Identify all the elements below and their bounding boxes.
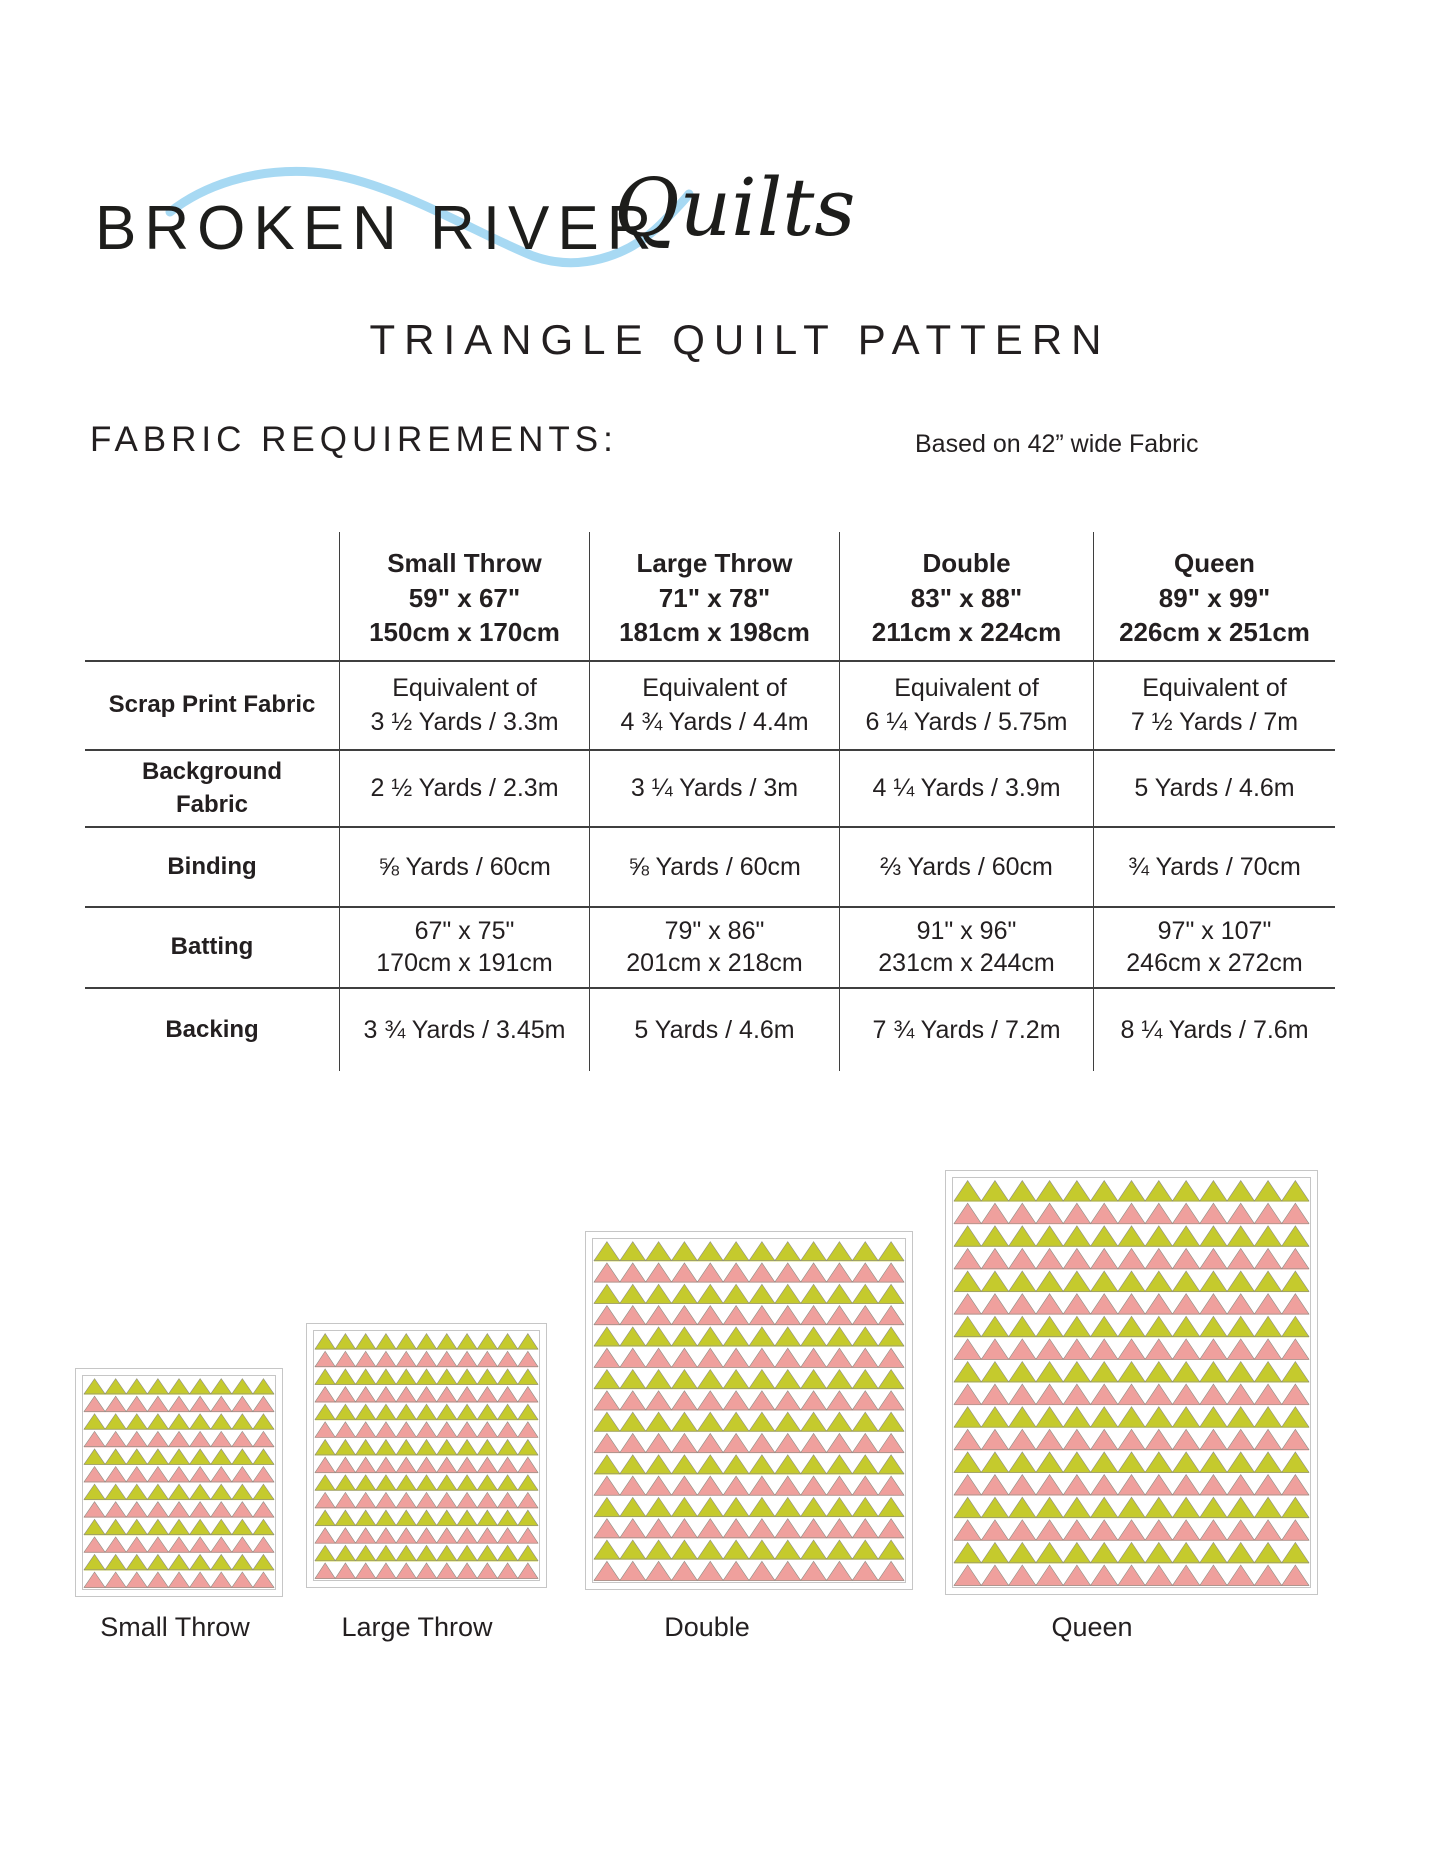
cell-line: 2 ½ Yards / 2.3m bbox=[370, 774, 559, 802]
fabric-requirements-table bbox=[85, 532, 1335, 1071]
cell-line: 3 ¾ Yards / 3.45m bbox=[363, 1015, 566, 1044]
cell-line: 5 Yards / 4.6m bbox=[634, 1015, 795, 1044]
cell-background-fabric-double bbox=[839, 749, 1093, 826]
cell-line: 7 ¾ Yards / 7.2m bbox=[872, 1015, 1061, 1044]
brand-wordmark: BROKEN RIVER bbox=[95, 194, 660, 263]
header-line: 59" x 67" bbox=[408, 582, 521, 613]
quilt-label-small-throw: Small Throw bbox=[100, 1612, 250, 1642]
header-line: 71" x 78" bbox=[658, 582, 771, 613]
row-label-background-fabric bbox=[85, 749, 339, 826]
cell-line: 3 ¼ Yards / 3m bbox=[630, 774, 799, 802]
quilt-diagram-queen bbox=[945, 1170, 1318, 1595]
cell-background-fabric-large-throw bbox=[589, 749, 839, 826]
column-header-double bbox=[839, 532, 1093, 660]
row-label-scrap-print-fabric bbox=[85, 660, 339, 749]
cell-batting-queen bbox=[1093, 906, 1335, 987]
quilt-label-queen: Queen bbox=[1051, 1612, 1133, 1642]
cell-scrap-print-fabric-small-throw bbox=[339, 660, 589, 749]
cell-backing-queen bbox=[1093, 987, 1335, 1071]
row-label-text: Scrap Print Fabric bbox=[108, 691, 316, 719]
brand-script-word: Quilts bbox=[614, 161, 856, 254]
quilt-diagram-double bbox=[585, 1231, 913, 1590]
cell-backing-small-throw bbox=[339, 987, 589, 1071]
cell-line: 4 ¾ Yards / 4.4m bbox=[620, 708, 809, 736]
quilt-diagram-large-throw bbox=[306, 1323, 547, 1588]
cell-batting-double bbox=[839, 906, 1093, 987]
cell-line: ⅝ Yards / 60cm bbox=[378, 852, 551, 881]
cell-background-fabric-small-throw bbox=[339, 749, 589, 826]
header-line: 89" x 99" bbox=[1158, 582, 1271, 613]
cell-scrap-print-fabric-double bbox=[839, 660, 1093, 749]
row-label-text: Binding bbox=[167, 852, 257, 880]
cell-line: 231cm x 244cm bbox=[878, 949, 1055, 977]
row-label-text: Batting bbox=[170, 933, 254, 961]
cell-line: 6 ¼ Yards / 5.75m bbox=[865, 708, 1068, 736]
cell-line: 5 Yards / 4.6m bbox=[1134, 774, 1295, 802]
cell-binding-queen bbox=[1093, 826, 1335, 906]
cell-line: Equivalent of bbox=[894, 674, 1039, 702]
cell-background-fabric-queen bbox=[1093, 749, 1335, 826]
column-header-large-throw bbox=[589, 532, 839, 660]
header-line: 83" x 88" bbox=[910, 582, 1023, 613]
cell-line: ⅝ Yards / 60cm bbox=[628, 852, 801, 881]
quilt-label-double: Double bbox=[664, 1612, 750, 1642]
row-label-text: Backing bbox=[165, 1015, 259, 1043]
cell-line: 91" x 96" bbox=[916, 917, 1017, 945]
header-line: Double bbox=[922, 548, 1011, 578]
row-label-binding bbox=[85, 826, 339, 906]
row-label-backing bbox=[85, 987, 339, 1071]
page-title: TRIANGLE QUILT PATTERN bbox=[369, 316, 1111, 363]
header-line: 226cm x 251cm bbox=[1119, 617, 1310, 647]
header-line: Small Throw bbox=[387, 548, 542, 578]
cell-line: 246cm x 272cm bbox=[1126, 949, 1303, 977]
cell-line: 4 ¼ Yards / 3.9m bbox=[872, 774, 1061, 802]
header-line: 150cm x 170cm bbox=[369, 617, 560, 647]
cell-binding-double bbox=[839, 826, 1093, 906]
cell-line: 3 ½ Yards / 3.3m bbox=[370, 708, 559, 736]
header-line: 211cm x 224cm bbox=[871, 617, 1062, 647]
column-header-small-throw bbox=[339, 532, 589, 660]
row-label-text: Background Fabric bbox=[141, 758, 282, 818]
cell-line: Equivalent of bbox=[392, 674, 537, 702]
cell-backing-large-throw bbox=[589, 987, 839, 1071]
cell-scrap-print-fabric-large-throw bbox=[589, 660, 839, 749]
cell-line: 8 ¼ Yards / 7.6m bbox=[1120, 1015, 1309, 1044]
table-corner bbox=[85, 532, 339, 660]
cell-line: 170cm x 191cm bbox=[376, 949, 553, 977]
cell-line: 67" x 75" bbox=[414, 917, 515, 945]
cell-batting-small-throw bbox=[339, 906, 589, 987]
cell-line: 97" x 107" bbox=[1157, 917, 1272, 945]
header-line: Queen bbox=[1174, 548, 1255, 578]
quilt-label-large-throw: Large Throw bbox=[341, 1612, 493, 1642]
header-line: 181cm x 198cm bbox=[619, 617, 810, 647]
cell-binding-small-throw bbox=[339, 826, 589, 906]
column-header-queen bbox=[1093, 532, 1335, 660]
header-line: Large Throw bbox=[636, 548, 793, 578]
section-heading: FABRIC REQUIREMENTS: bbox=[90, 420, 618, 459]
cell-line: 7 ½ Yards / 7m bbox=[1130, 708, 1299, 736]
cell-line: ⅔ Yards / 60cm bbox=[880, 852, 1053, 881]
cell-line: 201cm x 218cm bbox=[626, 949, 803, 977]
fabric-width-note: Based on 42” wide Fabric bbox=[915, 430, 1199, 458]
quilt-diagram-small-throw bbox=[75, 1368, 283, 1597]
cell-line: Equivalent of bbox=[1142, 674, 1287, 702]
cell-line: 79" x 86" bbox=[664, 917, 765, 945]
cell-scrap-print-fabric-queen bbox=[1093, 660, 1335, 749]
row-label-batting bbox=[85, 906, 339, 987]
cell-batting-large-throw bbox=[589, 906, 839, 987]
cell-line: Equivalent of bbox=[642, 674, 787, 702]
cell-backing-double bbox=[839, 987, 1093, 1071]
cell-line: ¾ Yards / 70cm bbox=[1128, 852, 1301, 881]
cell-binding-large-throw bbox=[589, 826, 839, 906]
